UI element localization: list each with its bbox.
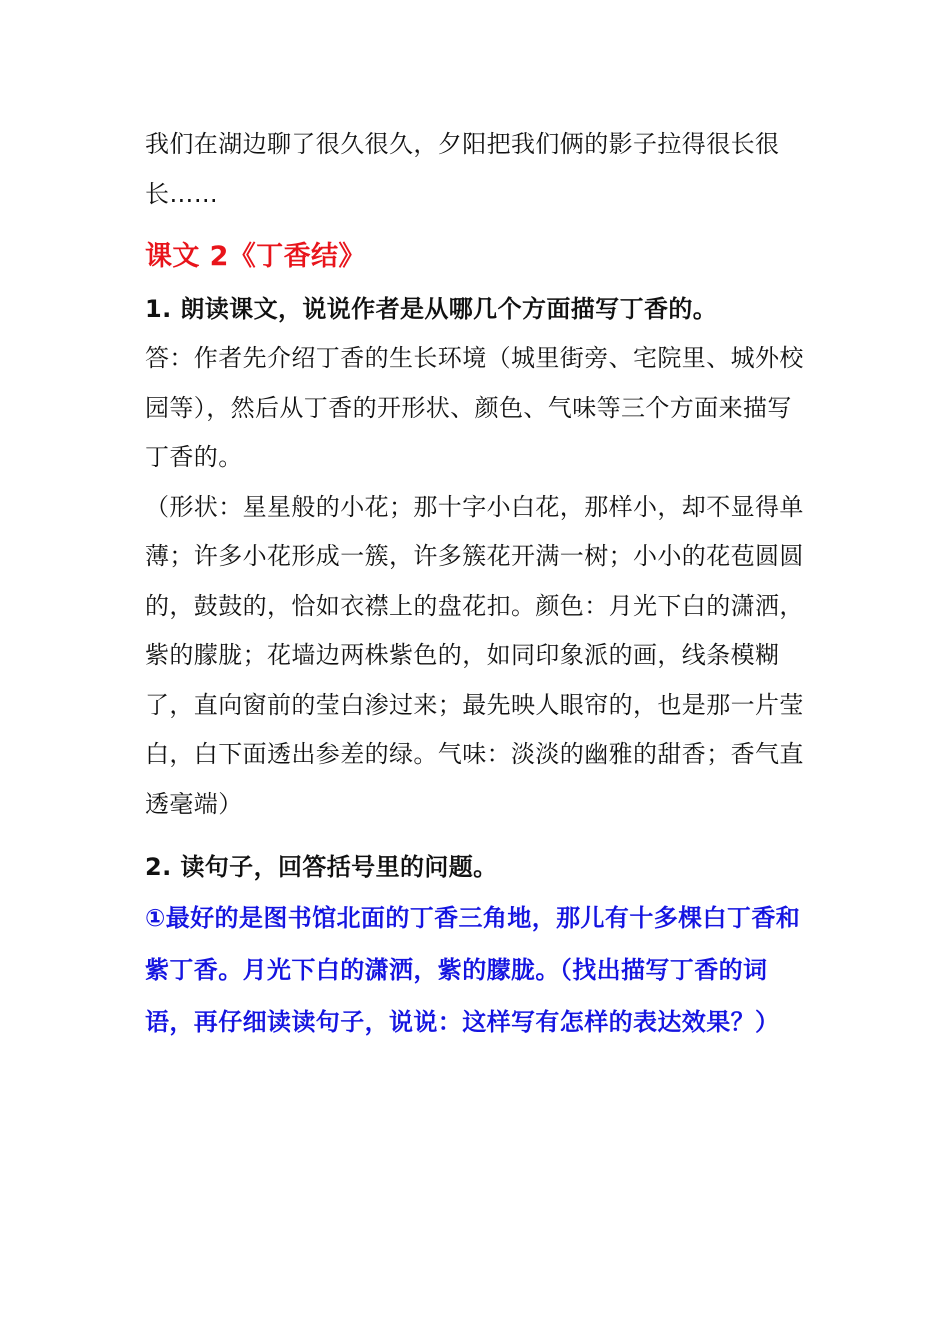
question-2-item-1: ①最好的是图书馆北面的丁香三角地，那儿有十多棵白丁香和紫丁香。月光下白的潇洒，紫的朦胧。（找出描写丁香的词语，再仔细读读句子，说说：这样写有怎样的表达效果？） xyxy=(145,904,801,1036)
question-1-details: （形状：星星般的小花；那十字小白花，那样小，却不显得单薄；许多小花形成一簇，许多簇花开满一树；小小的花苞圆圆的，鼓鼓的，恰如衣襟上的盘花扣。颜色：月光下白的潇洒，紫的朦胧；花墙边两株紫色的，如同印象派的画，线条模糊了，直向窗前的莹白渗过来；最先映人眼帘的，也是那一片莹白，白下面透出参差的绿。气味：淡淡的幽雅的甜香；香气直透毫端） xyxy=(145,492,804,818)
question-1-prompt: 1. 朗读课文，说说作者是从哪几个方面描写丁香的。 xyxy=(145,295,718,323)
lesson-title: 课文 2《丁香结》 xyxy=(145,241,366,272)
intro-paragraph: 我们在湖边聊了很久很久，夕阳把我们俩的影子拉得很长很长…… xyxy=(145,130,780,208)
question-1-answer: 答：作者先介绍丁香的生长环境（城里街旁、宅院里、城外校园等），然后从丁香的开形状、颜色、气味等三个方面来描写丁香的。 xyxy=(145,344,804,471)
document-page xyxy=(145,120,805,1048)
question-2-prompt: 2. 读句子，回答括号里的问题。 xyxy=(145,853,498,881)
